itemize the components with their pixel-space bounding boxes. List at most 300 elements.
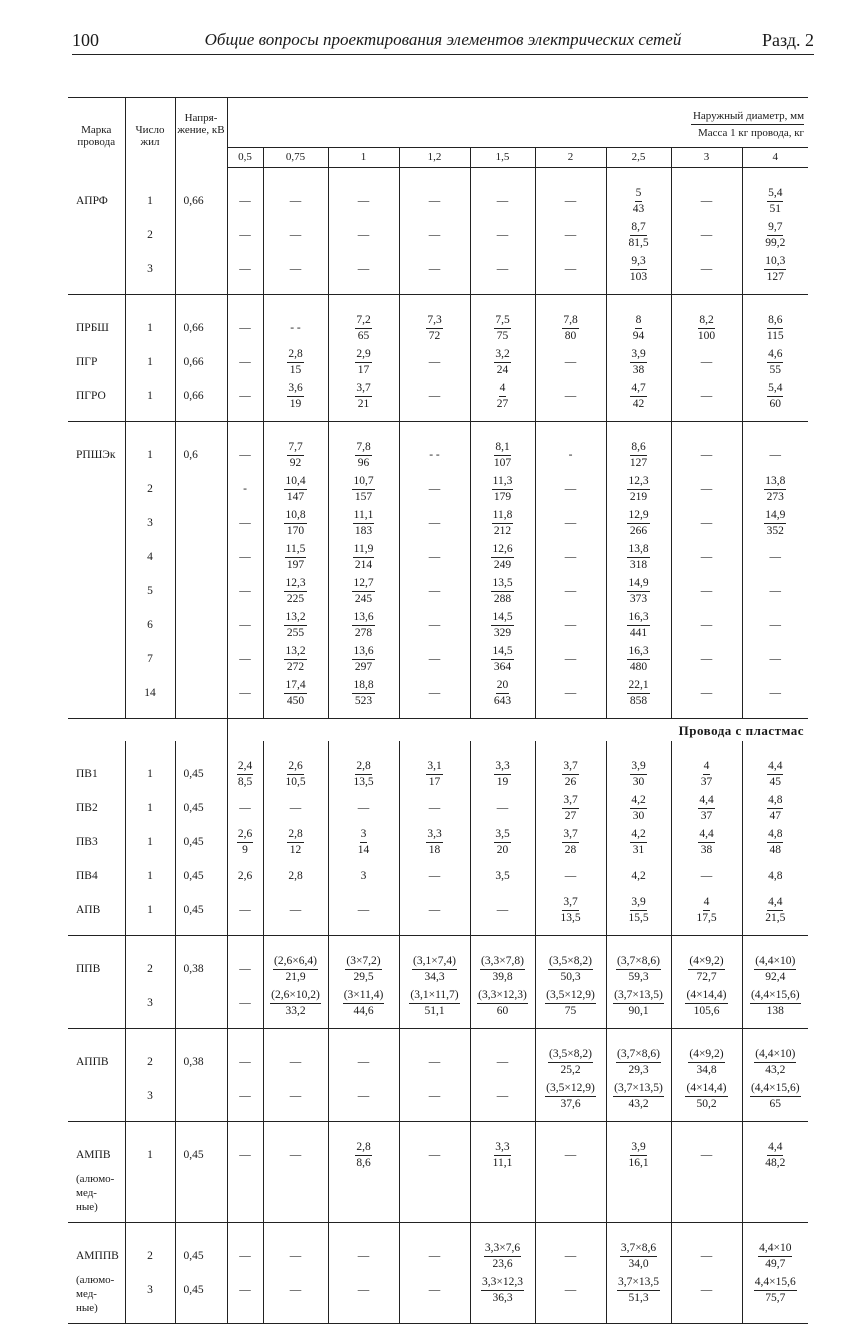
- cell-value: - -: [429, 449, 440, 461]
- outer-diameter: 4,4×15,6: [754, 1276, 797, 1291]
- cell-value: —: [564, 1284, 577, 1296]
- outer-diameter: 2,9: [355, 348, 371, 363]
- outer-diameter: 13,8: [764, 475, 786, 490]
- value-fraction: [767, 760, 783, 789]
- cell-line: 1: [147, 836, 153, 848]
- data-cell: [328, 295, 399, 422]
- value-fraction: [352, 577, 374, 606]
- value-fraction: [494, 314, 510, 343]
- outer-diameter: 3,6: [287, 382, 303, 397]
- value-fraction: [630, 441, 647, 470]
- value-fraction: [494, 348, 510, 377]
- outer-diameter: (3,5×8,2): [548, 1048, 593, 1063]
- cell-value: [329, 345, 399, 379]
- cell-value: [228, 757, 263, 791]
- value-fraction: [560, 896, 580, 925]
- data-cell: [399, 1223, 470, 1324]
- value-fraction: [426, 828, 442, 857]
- voltage-cell: [175, 1122, 227, 1223]
- outer-diameter: 4,2: [630, 794, 646, 809]
- data-cell: [470, 1122, 535, 1223]
- cell-value: [329, 825, 399, 859]
- value-fraction: [764, 509, 786, 538]
- cell-value: —: [496, 229, 509, 241]
- cell-value: [329, 1138, 399, 1172]
- cell-value: [607, 218, 671, 252]
- outer-diameter: 2,8: [287, 348, 303, 363]
- value-fraction: [285, 760, 305, 789]
- value-fraction: [237, 760, 253, 789]
- outer-diameter: 4,4: [767, 1141, 783, 1156]
- outer-diameter: 7,7: [287, 441, 303, 456]
- cell-line: 14: [144, 687, 156, 699]
- outer-diameter: 2,4: [237, 760, 253, 775]
- value-fraction: [287, 382, 303, 411]
- table-row: [68, 295, 808, 422]
- mass-subtitle: Масса 1 кг провода, кг: [697, 127, 805, 139]
- cell-value: —: [239, 904, 251, 916]
- mark-cell: [68, 1223, 125, 1324]
- value-fraction: [284, 611, 306, 640]
- cell-value: [264, 540, 328, 574]
- cell-value: [264, 379, 328, 413]
- wire-mass: 81,5: [628, 236, 649, 249]
- value-fraction: [754, 1276, 797, 1305]
- cell-value: [607, 472, 671, 506]
- value-fraction: [491, 645, 513, 674]
- cell-value: —: [769, 619, 782, 631]
- value-fraction: [494, 828, 510, 857]
- cell-value: [329, 642, 399, 676]
- wire-mass: 25,2: [560, 1063, 581, 1076]
- cell-value: 3: [360, 870, 367, 882]
- value-fraction: [343, 989, 385, 1018]
- wire-mass: 21,5: [765, 911, 786, 924]
- cell-value: —: [239, 963, 251, 975]
- cell-line: 0,45: [183, 904, 204, 916]
- wire-mass: 49,7: [765, 1257, 786, 1270]
- wire-mass: 51: [769, 202, 782, 215]
- diameter-title: Наружный диаметр, мм: [691, 110, 804, 125]
- value-fraction: [633, 314, 645, 343]
- cell-value: -: [568, 449, 573, 461]
- cell-value: —: [239, 653, 251, 665]
- cell-line: 0,45: [183, 768, 204, 780]
- cell-value: [471, 642, 535, 676]
- outer-diameter: 11,1: [353, 509, 375, 524]
- cell-line: 0,38: [183, 1056, 204, 1068]
- cell-value: —: [700, 585, 713, 597]
- outer-diameter: 4: [499, 382, 507, 397]
- cell-value: —: [428, 802, 441, 814]
- wire-mass: 43,2: [628, 1097, 649, 1110]
- outer-diameter: 8,1: [494, 441, 510, 456]
- cell-value: [607, 952, 671, 986]
- data-cell: [671, 936, 742, 1029]
- outer-diameter: (3,5×12,9): [545, 1082, 596, 1097]
- cell-value: —: [769, 653, 782, 665]
- wire-mass: 92: [289, 456, 302, 469]
- data-cell: [742, 168, 808, 295]
- cell-value: [607, 757, 671, 791]
- cell-value: [607, 1138, 671, 1172]
- cell-line: [176, 472, 227, 506]
- col-header-size: 3: [671, 148, 742, 168]
- cell-value: [743, 311, 809, 345]
- outer-diameter: 7,3: [426, 314, 442, 329]
- cell-value: [607, 1239, 671, 1273]
- cell-value: [329, 757, 399, 791]
- data-cell: [742, 1122, 808, 1223]
- mark-cell: [68, 936, 125, 1029]
- cell-value: —: [428, 483, 441, 495]
- data-cell: [227, 168, 263, 295]
- data-cell: [535, 295, 606, 422]
- wire-mass: 27: [564, 809, 577, 822]
- header-row-1: [68, 98, 808, 148]
- cell-value: [264, 438, 328, 472]
- cores-cell: [125, 168, 175, 295]
- value-fraction: [750, 1082, 801, 1111]
- cell-line: 0,66: [183, 194, 204, 207]
- wire-mass: 65: [769, 1097, 782, 1110]
- cell-line: [176, 608, 227, 642]
- wire-mass: 96: [357, 456, 370, 469]
- value-fraction: [754, 1048, 796, 1077]
- outer-diameter: 4,4: [698, 828, 714, 843]
- cell-line: ПВ3: [76, 836, 98, 848]
- outer-diameter: 3: [360, 828, 368, 843]
- col-header-voltage: Напря-жение, кВ: [175, 98, 227, 168]
- cell-value: [329, 540, 399, 574]
- wire-mass: 480: [629, 660, 648, 673]
- outer-diameter: 10,8: [284, 509, 306, 524]
- wire-mass: 21: [357, 397, 370, 410]
- outer-diameter: (4,4×15,6): [750, 1082, 801, 1097]
- cell-value: [471, 438, 535, 472]
- outer-diameter: 7,5: [494, 314, 510, 329]
- data-cell: [227, 741, 263, 936]
- cell-line: [176, 218, 227, 252]
- cell-value: [471, 986, 535, 1020]
- cell-value: —: [564, 483, 577, 495]
- wire-mass: 288: [493, 592, 512, 605]
- cell-value: [743, 986, 809, 1020]
- cell-value: [536, 791, 606, 825]
- cell-value: —: [428, 619, 441, 631]
- cell-value: [329, 472, 399, 506]
- cell-value: —: [564, 263, 577, 275]
- data-cell: [263, 168, 328, 295]
- wire-mass: 42: [632, 397, 645, 410]
- cores-cell: [125, 936, 175, 1029]
- outer-diameter: (3,3×7,8): [480, 955, 525, 970]
- wire-mass: 34,0: [628, 1257, 649, 1270]
- wire-mass: 103: [629, 270, 648, 283]
- cell-value: [264, 574, 328, 608]
- cell-value: [672, 1079, 742, 1113]
- cell-line: 3: [147, 997, 153, 1009]
- cell-value: [536, 757, 606, 791]
- outer-diameter: 9,7: [767, 221, 783, 236]
- value-fraction: [685, 989, 727, 1018]
- data-cell: [671, 168, 742, 295]
- cell-value: 2,6: [237, 870, 253, 882]
- cell-value: —: [239, 619, 251, 631]
- cell-value: [607, 986, 671, 1020]
- mark-cell: [68, 1122, 125, 1223]
- cell-value: —: [428, 356, 441, 368]
- cell-value: [743, 218, 809, 252]
- outer-diameter: (3,7×13,5): [613, 1082, 664, 1097]
- cell-line: ПГРО: [76, 390, 106, 402]
- value-fraction: [696, 896, 716, 925]
- outer-diameter: 3,3: [494, 760, 510, 775]
- wire-mass: 273: [766, 490, 784, 503]
- outer-diameter: 11,9: [353, 543, 375, 558]
- wire-mass: 47: [769, 809, 782, 822]
- cell-value: —: [428, 687, 441, 699]
- wire-mass: 127: [766, 270, 784, 283]
- data-cell: [263, 1122, 328, 1223]
- value-fraction: [767, 828, 783, 857]
- outer-diameter: 14,5: [491, 611, 513, 626]
- value-fraction: [491, 543, 513, 572]
- cell-value: [471, 825, 535, 859]
- wire-mass: 225: [286, 592, 305, 605]
- data-cell: [671, 1223, 742, 1324]
- cell-value: [536, 1045, 606, 1079]
- mark-cell: [68, 422, 125, 719]
- wire-mass: 13,5: [560, 911, 581, 924]
- cell-line: 0,45: [183, 1284, 204, 1296]
- data-cell: [263, 1223, 328, 1324]
- cell-value: [471, 540, 535, 574]
- cell-line: [176, 986, 227, 1020]
- outer-diameter: 3,7×13,5: [617, 1276, 660, 1291]
- cell-value: —: [428, 229, 441, 241]
- wire-mass: 31: [632, 843, 645, 856]
- wire-data-table: [68, 97, 808, 1324]
- cell-value: —: [428, 517, 441, 529]
- wire-mass: 212: [493, 524, 512, 537]
- data-cell: [742, 936, 808, 1029]
- outer-diameter: (3,5×8,2): [548, 955, 593, 970]
- data-cell: [263, 741, 328, 936]
- wire-mass: 157: [354, 490, 373, 503]
- wire-mass: 59,3: [628, 970, 649, 983]
- cell-value: [329, 311, 399, 345]
- wire-mass: 51,1: [424, 1004, 445, 1017]
- data-cell: [399, 1122, 470, 1223]
- voltage-cell: [175, 1223, 227, 1324]
- value-fraction: [285, 543, 307, 572]
- data-cell: [227, 422, 263, 719]
- cell-value: [471, 1239, 535, 1273]
- cell-line: 2: [147, 1056, 153, 1068]
- cell-line: 1: [147, 1149, 153, 1161]
- value-fraction: [355, 314, 371, 343]
- cell-value: [471, 1138, 535, 1172]
- data-cell: [328, 168, 399, 295]
- table-row: [68, 1122, 808, 1223]
- cell-value: [672, 893, 742, 927]
- wire-mass: 12: [289, 843, 302, 856]
- cell-value: 3,5: [495, 870, 510, 882]
- cell-line: 1: [147, 390, 153, 402]
- value-fraction: [426, 314, 442, 343]
- data-cell: [742, 295, 808, 422]
- wire-mass: 107: [493, 456, 512, 469]
- outer-diameter: 12,3: [284, 577, 306, 592]
- outer-diameter: (3×11,4): [343, 989, 385, 1004]
- outer-diameter: 8,6: [630, 441, 646, 456]
- mark-cell: [68, 168, 125, 295]
- cell-value: [607, 540, 671, 574]
- cell-value: —: [700, 870, 713, 882]
- cell-value: —: [239, 229, 251, 241]
- value-fraction: [352, 679, 374, 708]
- cell-line: АМПВ: [76, 1149, 111, 1161]
- cell-value: [264, 506, 328, 540]
- outer-diameter: 13,8: [627, 543, 649, 558]
- wire-mass: 39,8: [492, 970, 513, 983]
- page-number: 100: [72, 30, 99, 50]
- wire-mass: 364: [493, 660, 512, 673]
- cell-value: —: [496, 195, 509, 207]
- cell-value: [743, 1079, 809, 1113]
- data-cell: [535, 1029, 606, 1122]
- table-row: [68, 168, 808, 295]
- cell-value: —: [496, 802, 509, 814]
- outer-diameter: (3,1×11,7): [409, 989, 459, 1004]
- outer-diameter: 12,7: [352, 577, 374, 592]
- value-fraction: [562, 760, 578, 789]
- data-cell: [470, 936, 535, 1029]
- col-header-size: 1,5: [470, 148, 535, 168]
- data-cell: [328, 936, 399, 1029]
- wire-mass: 179: [493, 490, 512, 503]
- value-fraction: [628, 221, 648, 250]
- cell-value: 4,8: [768, 870, 783, 882]
- cell-value: [471, 472, 535, 506]
- outer-diameter: (2,6×10,2): [270, 989, 321, 1004]
- wire-mass: 24: [496, 363, 509, 376]
- wire-mass: 441: [629, 626, 648, 639]
- wire-mass: 43,2: [765, 1063, 786, 1076]
- cell-value: [400, 825, 470, 859]
- cores-cell: [125, 422, 175, 719]
- cell-line: 7: [147, 653, 153, 665]
- data-cell: [535, 1122, 606, 1223]
- data-cell: [606, 295, 671, 422]
- cell-line: 0,66: [183, 356, 204, 368]
- table-row: [68, 1029, 808, 1122]
- cell-value: —: [564, 356, 577, 368]
- cell-value: [471, 608, 535, 642]
- cell-value: —: [700, 356, 713, 368]
- page-header: [72, 28, 814, 55]
- col-header-size: 2,5: [606, 148, 671, 168]
- cell-value: [329, 952, 399, 986]
- wire-mass: 219: [629, 490, 648, 503]
- value-fraction: [358, 828, 370, 857]
- cell-value: [607, 311, 671, 345]
- cell-value: —: [700, 551, 713, 563]
- cell-value: —: [357, 802, 370, 814]
- value-fraction: [353, 509, 375, 538]
- data-cell: [263, 295, 328, 422]
- cell-value: [536, 1079, 606, 1113]
- wire-mass: 75,7: [765, 1291, 786, 1304]
- data-cell: [328, 1122, 399, 1223]
- value-fraction: [688, 1048, 724, 1077]
- cell-value: [607, 574, 671, 608]
- wire-mass: 100: [697, 329, 716, 342]
- wire-mass: 65: [357, 329, 370, 342]
- voltage-cell: [175, 168, 227, 295]
- value-fraction: [355, 382, 371, 411]
- wire-mass: 9: [242, 843, 248, 856]
- section-row: [68, 719, 808, 742]
- value-fraction: [628, 896, 648, 925]
- wire-mass: 72,7: [696, 970, 717, 983]
- cell-value: —: [239, 1250, 251, 1262]
- wire-mass: 10,5: [285, 775, 306, 788]
- wire-mass: 30: [632, 775, 645, 788]
- cell-line: [176, 676, 227, 710]
- cell-value: [607, 379, 671, 413]
- value-fraction: [616, 1048, 661, 1077]
- outer-diameter: 22,1: [627, 679, 649, 694]
- col-header-diameter: [227, 98, 808, 148]
- cell-line: [176, 574, 227, 608]
- value-fraction: [284, 509, 306, 538]
- data-cell: [535, 741, 606, 936]
- data-cell: [606, 168, 671, 295]
- outer-diameter: 3,9: [630, 760, 646, 775]
- cell-value: [607, 791, 671, 825]
- cell-line: [176, 642, 227, 676]
- outer-diameter: 3,7: [562, 794, 578, 809]
- value-fraction: [765, 896, 785, 925]
- cell-value: [329, 608, 399, 642]
- cell-line: 1: [147, 449, 153, 461]
- cell-value: [607, 676, 671, 710]
- cell-value: —: [700, 1149, 713, 1161]
- cell-value: —: [239, 1056, 251, 1068]
- cell-value: [743, 345, 809, 379]
- outer-diameter: 2,8: [355, 1141, 371, 1156]
- cell-value: —: [289, 1056, 302, 1068]
- outer-diameter: 3,2: [494, 348, 510, 363]
- mark-note: мед-: [76, 1187, 97, 1199]
- running-title: Общие вопросы проектирования элементов электрических сетей: [204, 30, 682, 49]
- data-cell: [470, 422, 535, 719]
- cell-value: [743, 893, 809, 927]
- wire-mass: 8,6: [356, 1156, 371, 1169]
- wire-mass: 523: [354, 694, 373, 707]
- outer-diameter: 20: [496, 679, 510, 694]
- cell-value: —: [357, 1284, 370, 1296]
- wire-mass: 55: [769, 363, 782, 376]
- cell-line: ПРБШ: [76, 322, 109, 334]
- cell-value: —: [289, 195, 302, 207]
- outer-diameter: 4,6: [767, 348, 783, 363]
- wire-mass: 858: [629, 694, 648, 707]
- outer-diameter: 8,6: [767, 314, 783, 329]
- cell-value: —: [700, 229, 713, 241]
